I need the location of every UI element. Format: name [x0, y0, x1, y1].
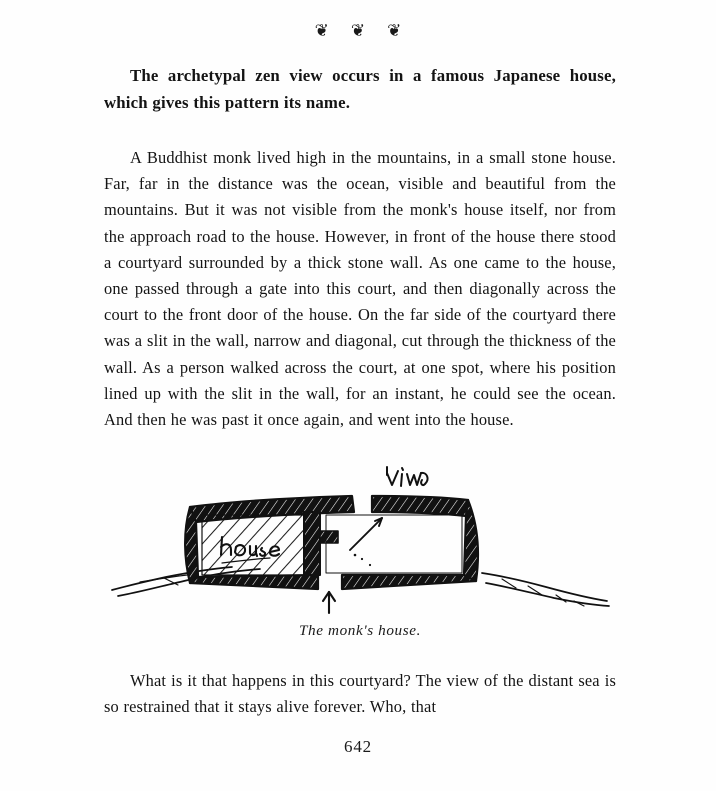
- monks-house-plan-sketch: [104, 455, 616, 620]
- floral-heart-ornament: ❦: [314, 21, 329, 40]
- house-interior: [202, 515, 304, 575]
- spacer: [104, 116, 616, 145]
- sketch-ink: [112, 467, 609, 613]
- body-paragraph-2: What is it that happens in this courtyard? The view of the distant sea is so restrained that it stays alive forever. Who, that: [104, 671, 616, 717]
- figure-monks-house: [104, 455, 616, 640]
- body-paragraph-1: A Buddhist monk lived high in the mountains, in a small stone house. Far, far in the distance was the ocean, visible and beautiful from the mountains. But it was not visible from the monk's house itself, nor from the approach road to the house. However, in front of the house there stood a courtyard surrounded by a thick stone wall. As one came to the house, one passed through a gate into this court, and then diagonally across the court to the front door of the house. On the far side of the courtyard there was a slit in the wall, narrow and diagonal, cut through the thickness of the wall. As a person walked across the court, at one spot, where his position lined up with the slit in the wall, for an instant, he could see the ocean. And then he was past it once again, and went into the house.: [104, 148, 616, 430]
- gate-entry-arrow: [323, 592, 335, 613]
- closing-text-block: [104, 668, 616, 720]
- floral-heart-ornament: ❦: [387, 21, 402, 40]
- house-court-dividing-wall: [304, 512, 338, 575]
- text-block: [104, 62, 616, 433]
- pattern-heading: The archetypal zen view occurs in a famous Japanese house, which gives this pattern its name.: [104, 66, 616, 112]
- terrain-right: [482, 573, 609, 606]
- courtyard-open-area: [326, 515, 462, 573]
- floral-heart-ornament: ❦: [350, 21, 366, 40]
- figure-caption: The monk's house.: [299, 622, 421, 639]
- page-number: 642: [343, 737, 373, 756]
- ornament-row: [0, 22, 716, 39]
- sight-line-arrow: [350, 518, 382, 566]
- view-label-handwritten: [387, 467, 428, 486]
